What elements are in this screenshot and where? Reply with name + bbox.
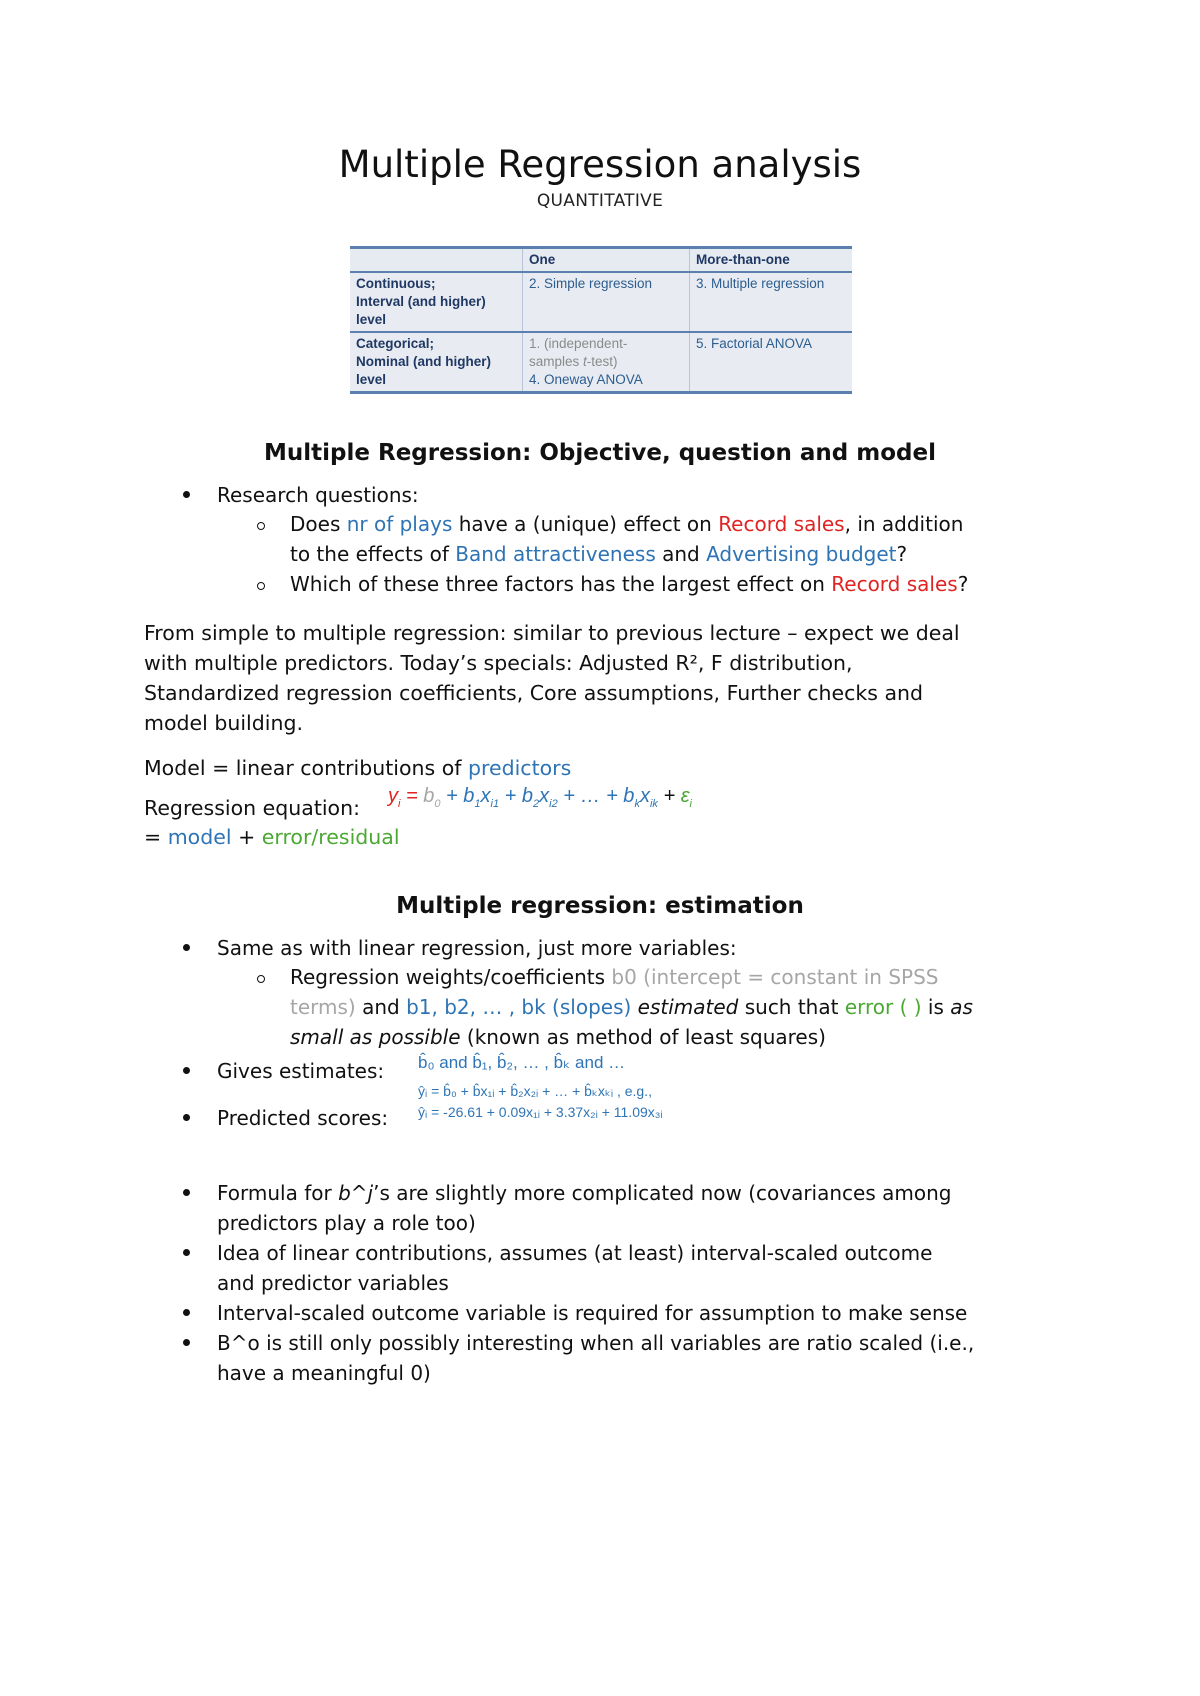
bullet-research-questions: Research questions:	[217, 483, 419, 507]
table-row-label	[350, 272, 523, 332]
label-line: Interval (and higher)	[356, 294, 486, 309]
section-heading-estimation: Multiple regression: estimation	[396, 893, 804, 919]
predicted-formula-general: ŷᵢ = b̂₀ + b̂x₁ᵢ + b̂₂x₂ᵢ + … + b̂ₖxₖᵢ , e.g.,	[418, 1083, 652, 1099]
page-title: Multiple Regression analysis	[338, 143, 862, 186]
weights-line3: small as possible (known as method of least squares)	[290, 1025, 826, 1049]
label-line: Continuous;	[356, 276, 436, 291]
bullet-gives-estimates: Gives estimates:	[217, 1059, 385, 1083]
page-subtitle: QUANTITATIVE	[536, 191, 664, 211]
estimates-formula: b̂₀ and b̂₁, b̂₂, … , b̂ₖ and …	[418, 1053, 626, 1072]
bullet-formula-bj	[217, 1178, 1077, 1238]
bullet-b0-ratio	[217, 1328, 1077, 1388]
linear-line2: and predictor variables	[217, 1271, 449, 1295]
label-line: level	[356, 312, 387, 327]
section-heading-objective: Multiple Regression: Objective, question and model	[264, 440, 936, 466]
table-cell: 3. Multiple regression	[690, 272, 853, 332]
label-line: Nominal (and higher)	[356, 354, 491, 369]
table-row-label	[350, 332, 523, 393]
bj-line1: Formula for b^j’s are slightly more complicated now (covariances among	[217, 1181, 952, 1205]
table-cell	[523, 332, 690, 393]
bullet-dot	[183, 1249, 190, 1256]
bullet-interval-scaled: Interval-scaled outcome variable is required for assumption to make sense	[217, 1301, 968, 1325]
regression-equation-label: Regression equation:	[144, 796, 361, 820]
cell-line: 4. Oneway ANOVA	[529, 372, 643, 387]
cell-line: 1. (independent-	[529, 336, 628, 351]
bullet-dot	[183, 1114, 190, 1121]
bj-line2: predictors play a role too)	[217, 1211, 476, 1235]
model-line: Model = linear contributions of predictors	[144, 756, 572, 780]
bullet-dot	[183, 944, 190, 951]
paragraph-line: model building.	[144, 711, 303, 735]
paragraph-line: with multiple predictors. Today’s specials: Adjusted R², F distribution,	[144, 651, 853, 675]
bullet-dot	[183, 1339, 190, 1346]
b0-line1: B^o is still only possibly interesting when all variables are ratio scaled (i.e.,	[217, 1331, 975, 1355]
table-header-row	[350, 248, 852, 273]
linear-line1: Idea of linear contributions, assumes (at least) interval-scaled outcome	[217, 1241, 933, 1265]
table-row	[350, 332, 852, 393]
table-header-cell: More-than-one	[690, 248, 853, 273]
bullet-dot	[183, 1309, 190, 1316]
sub-bullet-ring	[257, 522, 265, 530]
regression-weights-item	[290, 962, 1080, 1052]
rq1-line1: Does nr of plays have a (unique) effect on Record sales, in addition	[290, 512, 964, 536]
table-cell: 2. Simple regression	[523, 272, 690, 332]
predicted-formula-example: ŷᵢ = -26.61 + 0.09x₁ᵢ + 3.37x₂ᵢ + 11.09x₃ᵢ	[418, 1104, 663, 1120]
table-header-cell	[350, 248, 523, 273]
bullet-dot	[183, 1067, 190, 1074]
model-error-line: = model + error/residual	[144, 825, 400, 849]
bullet-same-as-linear: Same as with linear regression, just more variables:	[217, 936, 737, 960]
b0-line2: have a meaningful 0)	[217, 1361, 431, 1385]
weights-line2: terms) and b1, b2, … , bk (slopes) estimated such that error ( ) is as	[290, 995, 973, 1019]
cell-line: samples t-test)	[529, 354, 618, 369]
regression-equation-figure: $y_i = b_0 + b_1x_{i1} + b_2x_{i2}$ + … + $b_kx_{ik} + \varepsilon_i$	[388, 785, 692, 810]
table-cell: 5. Factorial ANOVA	[690, 332, 853, 393]
paragraph-line: Standardized regression coefficients, Core assumptions, Further checks and	[144, 681, 924, 705]
analysis-type-table	[350, 246, 852, 394]
rq1-line2: to the effects of Band attractiveness and Advertising budget?	[290, 542, 908, 566]
label-line: level	[356, 372, 387, 387]
bullet-dot	[183, 491, 190, 498]
research-question-1	[290, 509, 1070, 569]
table-header-cell: One	[523, 248, 690, 273]
weights-line1: Regression weights/coefficients b0 (intercept = constant in SPSS	[290, 965, 939, 989]
intro-paragraph	[144, 618, 1084, 738]
sub-bullet-ring	[257, 975, 265, 983]
table-row	[350, 272, 852, 332]
bullet-predicted-scores: Predicted scores:	[217, 1106, 389, 1130]
sub-bullet-ring	[257, 582, 265, 590]
bullet-linear-contributions	[217, 1238, 1077, 1298]
bullet-dot	[183, 1189, 190, 1196]
research-question-2: Which of these three factors has the largest effect on Record sales?	[290, 572, 969, 596]
label-line: Categorical;	[356, 336, 435, 351]
paragraph-line: From simple to multiple regression: similar to previous lecture – expect we deal	[144, 621, 960, 645]
